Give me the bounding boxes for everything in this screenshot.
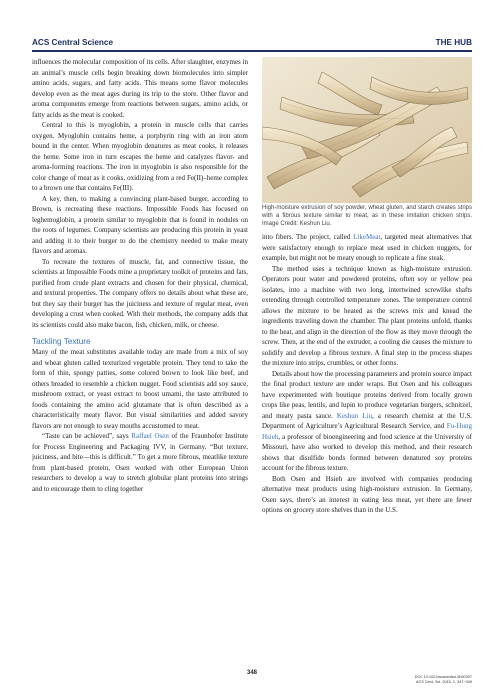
author-link-fu-hung-hsieh[interactable]: Fu-Hung Hsieh <box>262 422 472 441</box>
left-paragraph-2: Central to this is myoglobin, a protein in muscle cells that carries oxygen. Myoglobin contains heme, a porphyrin ring with an iron atom bound in the center. When myoglobin denatures as meat cooks, it releases the heme. Some iron in turn escapes the heme and catalyzes flavor- and aroma-forming reactions. The iron in myoglobin is also responsible for the color change of meat as it cooks, oxidizing from a red Fe(II)–heme complex to a brown one that contains Fe(III). <box>32 121 248 192</box>
right-p1-rest: , targeted meat alternatives that were satisfactory enough to replace meat used in chicken nuggets, for example, but might not be meaty enough to replicate a fine steak. <box>262 233 472 262</box>
left-paragraph-4: To recreate the textures of muscle, fat, and connective tissue, the scientists at Impossible Foods mine a proprietary toolkit of proteins and fats, purified from crude plant extracts and chosen for their physical, chemical, and textural properties. The company offers no details about what these are, but they say their burger has the juiciness and texture of regular meat, even developing a crust when cooked. With their methods, the company adds that its scientists could also make bacon, fish, chicken, milk, or cheese. <box>32 257 248 329</box>
figure-image <box>262 57 472 203</box>
left-paragraph-3: A key, then, to making a convincing plant-based burger, according to Brown, is recreating these reactions. Impossible Foods has focused on leghemoglobin, a protein similar to myoglobin that is found in nodules on the roots of legumes. Company scientists are producing this protein in yeast and adding it to their burger to do the chemistry needed to make meaty flavors and aromas. <box>32 194 248 255</box>
author-link-raffael-osen[interactable]: Raffael Osen <box>131 432 169 440</box>
journal-name: ACS Central Science <box>32 38 113 47</box>
right-column <box>262 232 472 667</box>
author-link-keshun-liu[interactable]: Keshun Liu <box>336 411 372 420</box>
quote-start: “Taste can be achieved”, says <box>42 432 132 440</box>
left-paragraph-6 <box>32 431 248 494</box>
soy-strips-photo <box>262 57 472 203</box>
left-column <box>32 57 248 667</box>
quote-rest: of the Fraunhofer Institute for Process Engineering and Packaging IVV, in Germany. “But texture, juiciness, and bite—this is difficult.” To get a more fibrous, meatlike texture from plant-based protein, Osen worked with other European Union researchers to develop a way to stretch globular plant proteins into strings and to encourage them to cling together <box>32 432 248 493</box>
left-paragraph-1: influences the molecular composition of its cells. After slaughter, enzymes in an animal’s muscle cells begin breaking down biomolecules into simpler amino acids, sugars, and fatty acids. This means some flavor molecules develop even as the meat ages during its trip to the store. Other flavor and aroma components emerge from reactions between sugars, amino acids, or fatty acids as the meat is cooked. <box>32 58 248 119</box>
header-rule <box>32 50 472 52</box>
page-number: 348 <box>246 670 257 676</box>
project-link-likemeat[interactable]: LikeMeat <box>353 233 381 241</box>
right-p3-mid: , a research chemist at the U.S. Department of Agriculture’s Agricultural Research Service, and <box>262 411 472 430</box>
right-paragraph-3 <box>262 369 472 474</box>
doi-text: DOI: 10.1021/acscentsci.5b00307 <box>414 675 472 679</box>
right-paragraph-1 <box>262 232 472 264</box>
right-paragraph-2: The method uses a technique known as high-moisture extrusion. Operators pour water and powdered proteins, often soy or yellow pea isolates, into a machine with two long, intertwined screwlike shafts extending through controlled temperature zones. The temperature control allows the mixture to be heated as the screws mix and knead the ingredients traveling down the chamber. The plant proteins unfold, thanks to the heat, and align in the direction of the flow as they move through the screw. Then, at the end of the extruder, a cooling die causes the mixture to solidify and develop a fibrous texture. A final step in the process shapes the mixture into strips, crumbles, or other forms. <box>262 264 472 367</box>
left-paragraph-5: Many of the meat substitutes available today are made from a mix of soy and wheat gluten called texturized vegetable protein. They tend to take the form of thin, spongy patties, some colored brown to look like beef, and others breaded to resemble a chicken nugget. Food scientists add soy sauce, mushroom extract, or yeast extract to boost umami, the taste attributed to foods containing the amino acid glutamate that is often described as a characteristically meaty flavor. But visual similarities and added savory flavors are not enough to sway mouths accustomed to meat. <box>32 348 248 430</box>
right-p3-start: Details about how the processing parameters and protein source impact the final product texture are under wraps. But Osen and his colleagues have experimented with boutique proteins derived from locally grown crops like peas, lentils, and lupin to produce vegetarian burgers, schnitzel, and meaty pasta sauce. <box>262 369 472 420</box>
figure-caption: High-moisture extrusion of soy powder, wheat gluten, and starch creates strips with a fibrous texture similar to meat, as in these imitation chicken strips. Image Credit: Keshun Liu. <box>262 205 472 228</box>
section-name: THE HUB <box>435 38 472 47</box>
right-p3-rest: , a professor of bioengineering and food science at the University of Missouri, have also worked to develop this method, and their research shows that disulfide bonds formed between denatured soy proteins account for the fibrous texture. <box>262 432 472 472</box>
footer-citation <box>415 675 472 685</box>
right-paragraph-4: Both Osen and Hsieh are involved with companies producing alternative meat products using high-moisture extrusion. In Germany, Osen says, there’s an interest in eating less meat, yet there are fewer options on grocery store shelves than in the U.S. <box>262 474 472 514</box>
right-p1-start: into fibers. The project, called <box>262 233 354 241</box>
section-subhead: Tackling Texture <box>32 337 91 346</box>
citation-text: ACS Cent. Sci. 2015, 1, 347−349 <box>415 680 472 684</box>
